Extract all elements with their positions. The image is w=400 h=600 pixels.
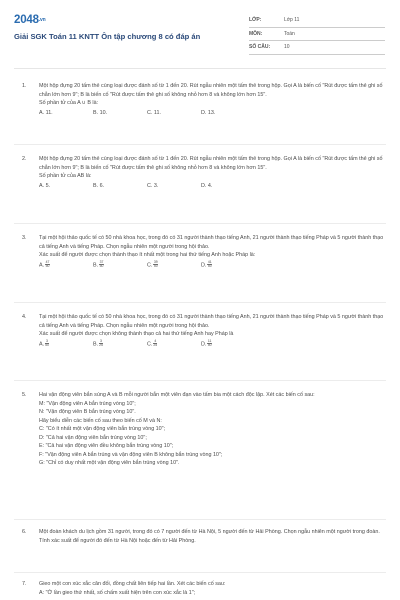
meta-value: Lớp 11 [284,17,300,24]
question-separator [14,223,386,224]
question-body [39,391,384,468]
fraction: $\frac{3}{50}$ [45,338,49,348]
question-stem: Tại một hội thảo quốc tế có 50 nhà khoa học, trong đó có 31 người thành thạo tiếng Anh, 21 người thành thạo tiếng Pháp và 5 người thành thạo cả tiếng Anh và tiếng Pháp. Chọn ngẫu nhiên một người trong hội thảo. [39,235,384,250]
question-body [39,528,384,545]
answer-options [39,261,384,270]
option-d[interactable]: D. $\frac{41}{50}$ [201,259,212,269]
event-line: N: "Vận động viên B bắn trúng vòng 10". [39,409,136,415]
meta-key: SỐ CÂU: [249,44,271,51]
event-line: D: "Cả hai vận động viên bắn trúng vòng 10"; [39,434,147,441]
question-body [39,155,384,191]
question-stem: Một hộp đựng 20 tấm thẻ cùng loại được đánh số từ 1 đến 20. Rút ngẫu nhiên một tấm thẻ trong hộp. Gọi A là biến cố "Rút được tấm thẻ ghi số chẵn lớn hơn 9"; B là biến cố "Rút được tấm thẻ ghi số không nhỏ hơn 8 và không lớn hơn 15". [39,156,383,171]
fraction: $\frac{11}{50}$ [207,338,212,348]
fraction: $\frac{4}{25}$ [153,338,158,348]
question-body [39,82,384,118]
option-d[interactable]: D. 13. [201,109,216,116]
question-stem: Một đoàn khách du lịch gồm 31 người, trong đó có 7 người đến từ Hà Nội, 5 người đến từ Hải Phòng. Chọn ngẫu nhiên một người trong đoàn. Tính xác suất để người đó đến từ Hà Nội hoặc đến từ Hải Phòng. [39,529,380,544]
meta-row-subject [249,28,385,42]
question-separator [14,519,386,520]
fraction: $\frac{3}{25}$ [99,338,103,348]
event-line: M: "Vận động viên A bắn trúng vòng 10"; [39,400,136,407]
option-a[interactable]: A. $\frac{3}{50}$ [39,338,49,348]
option-a[interactable]: A. 5. [39,182,51,189]
meta-table [249,14,385,55]
event-line: G: "Chỉ có duy nhất một vận động viên bắn trúng vòng 10". [39,460,180,466]
question-body [39,234,384,270]
meta-key: MÔN: [249,30,263,37]
answer-options [39,340,384,349]
document-title: Giải SGK Toán 11 KNTT Ôn tập chương 8 có đáp án [14,32,201,41]
option-b[interactable]: B. 10. [93,109,108,116]
question-number: 1. [22,83,27,89]
option-d[interactable]: D. $\frac{11}{50}$ [201,338,212,348]
option-c[interactable]: C. $\frac{4}{25}$ [147,338,158,348]
meta-value: Toán [284,30,295,37]
option-c[interactable]: C. 3. [147,182,159,189]
site-logo[interactable]: 2048.vn [14,14,46,26]
question-stem: Một hộp đựng 20 tấm thẻ cùng loại được đánh số từ 1 đến 20. Rút ngẫu nhiên một tấm thẻ trong hộp. Gọi A là biến cố "Rút được tấm thẻ ghi số chẵn lớn hơn 9"; B là biến cố "Rút được tấm thẻ ghi số không nhỏ hơn 8 và không lớn hơn 15". [39,83,383,98]
question-stem: Tại một hội thảo quốc tế có 50 nhà khoa học, trong đó có 31 người thành thạo tiếng Anh, 21 người thành thạo tiếng Pháp và 5 người thành thạo cả tiếng Anh và tiếng Pháp. Chọn ngẫu nhiên một người trong hội thảo. [39,314,384,329]
answer-options [39,109,384,118]
event-line: C: "Có ít nhất một vận động viên bắn trúng vòng 10"; [39,426,166,432]
option-b[interactable]: B. $\frac{3}{25}$ [93,338,103,348]
event-line: E: "Cả hai vận động viên đều không bắn trúng vòng 10"; [39,443,174,449]
fraction: $\frac{37}{50}$ [99,259,104,269]
option-d[interactable]: D. 4. [201,182,213,189]
question-number: 5. [22,392,27,398]
fraction: $\frac{39}{50}$ [153,259,158,269]
option-a[interactable]: A. 11. [39,109,53,116]
option-c[interactable]: C. $\frac{39}{50}$ [147,259,158,269]
question-number: 7. [22,581,27,587]
question-separator [14,302,386,303]
question-separator [14,572,386,573]
question-sub: Xác suất để người được chọn không thành thạo cả hai thứ tiếng Anh hay Pháp là [39,331,234,337]
option-b[interactable]: B. $\frac{37}{50}$ [93,259,104,269]
question-sub: Số phần tử của AB là: [39,173,92,179]
meta-row-class [249,14,385,28]
site-logo-tld: .vn [38,17,46,23]
question-number: 4. [22,314,27,320]
question-stem: Hai vận động viên bắn súng A và B mỗi người bắn một viên đạn vào tấm bia một cách độc lập. Xét các biến cố sau: [39,392,315,398]
question-separator [14,144,386,145]
event-line: A: "Ở lần gieo thứ nhất, số chấm xuất hiện trên con xúc xắc là 1"; [39,589,196,596]
meta-value: 10 [284,44,290,51]
question-number: 6. [22,529,27,535]
page-header [0,0,400,62]
question-body [39,313,384,349]
question-sub: Số phần tử của A ∪ B là: [39,100,99,106]
question-number: 3. [22,235,27,241]
fraction: $\frac{47}{50}$ [45,259,50,269]
question-body [39,580,384,597]
meta-key: LỚP: [249,17,262,24]
header-divider [14,68,386,69]
question-separator [14,380,386,381]
event-line: Hãy biểu diễn các biến cố sau theo biến cố M và N: [39,417,162,424]
option-c[interactable]: C. 11. [147,109,161,116]
event-line: F: "Vận động viên A bắn trúng và vận động viên B không bắn trúng vòng 10"; [39,451,223,458]
option-b[interactable]: B. 6. [93,182,105,189]
question-number: 2. [22,156,27,162]
question-stem: Gieo một con xúc xắc cân đối, đồng chất liên tiếp hai lần. Xét các biến cố sau: [39,581,226,587]
option-a[interactable]: A. $\frac{47}{50}$ [39,259,50,269]
question-sub: Xác suất để người được chọn thành thạo ít nhất một trong hai thứ tiếng Anh hoặc Pháp là: [39,252,256,258]
answer-options [39,182,384,191]
fraction: $\frac{41}{50}$ [207,259,212,269]
meta-row-count [249,41,385,55]
